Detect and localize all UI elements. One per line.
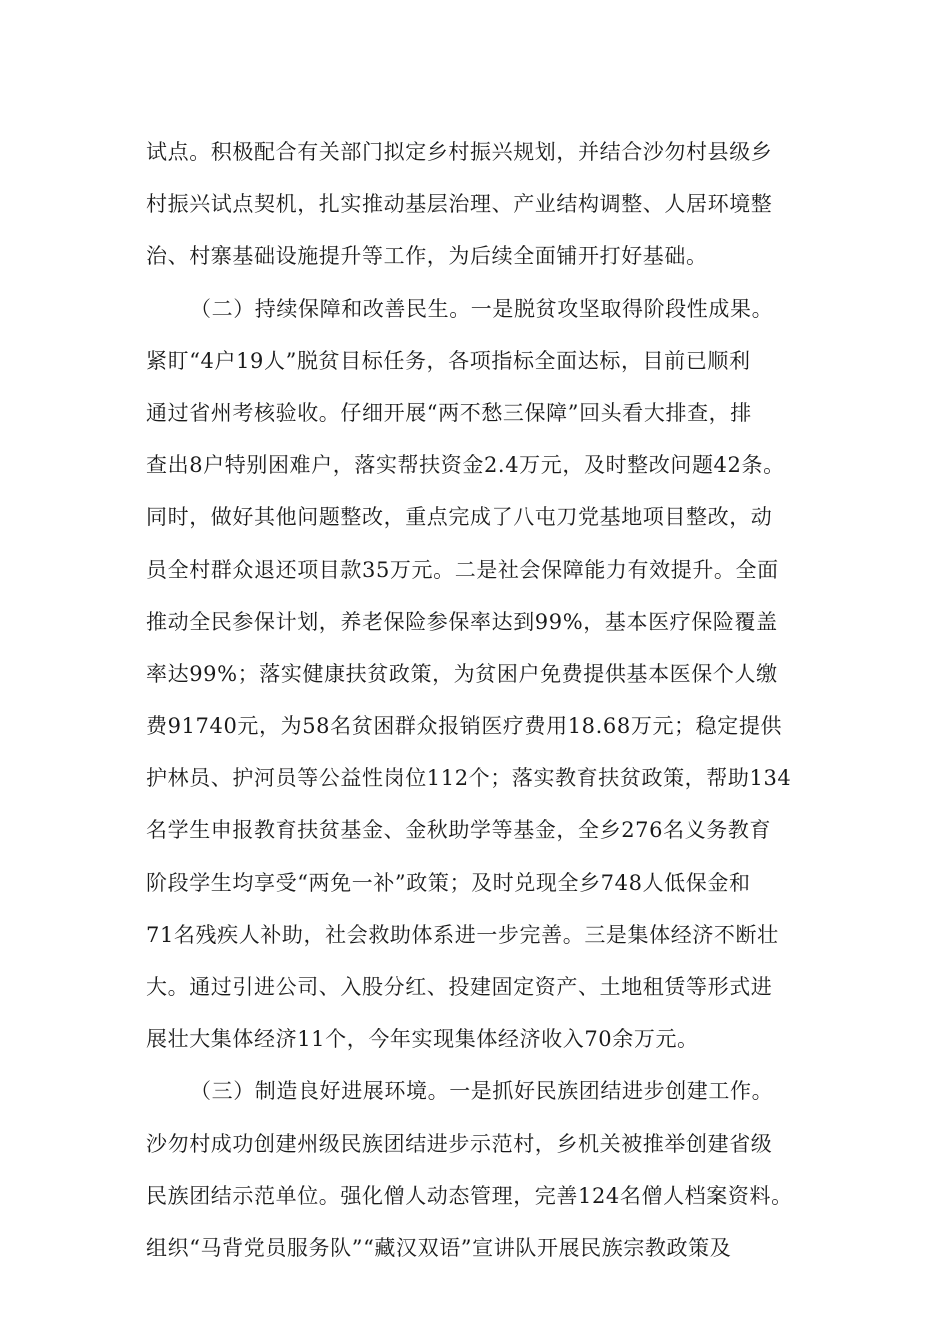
section-heading-line: （二）持续保障和改善民生。一是脱贫攻坚取得阶段性成果。: [190, 296, 774, 321]
text-line: 组织“马背党员服务队”“藏汉双语”宣讲队开展民族宗教政策及: [146, 1235, 732, 1260]
section-heading-line: （三）制造良好进展环境。一是抓好民族团结进步创建工作。: [190, 1079, 774, 1104]
text-line: 阶段学生均享受“两免一补”政策；及时兑现全乡748人低保金和: [146, 870, 751, 895]
text-line: 同时，做好其他问题整改，重点完成了八屯刀党基地项目整改，动: [146, 505, 773, 530]
text-line: 护林员、护河员等公益性岗位112个；落实教育扶贫政策，帮助134: [146, 766, 792, 791]
text-line: 紧盯“4户19人”脱贫目标任务，各项指标全面达标，目前已顺利: [146, 348, 751, 373]
text-line: 民族团结示范单位。强化僧人动态管理，完善124名僧人档案资料。: [146, 1183, 793, 1208]
text-line: 沙勿村成功创建州级民族团结进步示范村，乡机关被推举创建省级: [146, 1131, 773, 1156]
text-line: 展壮大集体经济11个，今年实现集体经济收入70余万元。: [146, 1027, 699, 1052]
text-line: 村振兴试点契机，扎实推动基层治理、产业结构调整、人居环境整: [146, 192, 773, 217]
text-line: 大。通过引进公司、入股分红、投建固定资产、土地租赁等形式进: [146, 975, 773, 999]
text-line: 率达99%；落实健康扶贫政策，为贫困户免费提供基本医保个人缴: [146, 661, 778, 686]
text-line: 查出8户特别困难户，落实帮扶资金2.4万元，及时整改问题42条。: [146, 453, 785, 478]
text-line: 费91740元，为58名贫困群众报销医疗费用18.68万元；稳定提供: [146, 714, 783, 739]
body-text: [146, 126, 816, 1274]
text-line: 名学生申报教育扶贫基金、金秋助学等基金，全乡276名义务教育: [146, 818, 772, 843]
text-line: 通过省州考核验收。仔细开展“两不愁三保障”回头看大排查，排: [146, 400, 752, 425]
text-line: 推动全民参保计划，养老保险参保率达到99%，基本医疗保险覆盖: [146, 609, 778, 634]
text-line: 71名残疾人补助，社会救助体系进一步完善。三是集体经济不断壮: [146, 922, 779, 947]
text-line: 试点。积极配合有关部门拟定乡村振兴规划，并结合沙勿村县级乡: [146, 140, 773, 164]
text-line: 治、村寨基础设施提升等工作，为后续全面铺开打好基础。: [146, 244, 708, 269]
text-line: 员全村群众退还项目款35万元。二是社会保障能力有效提升。全面: [146, 557, 779, 582]
